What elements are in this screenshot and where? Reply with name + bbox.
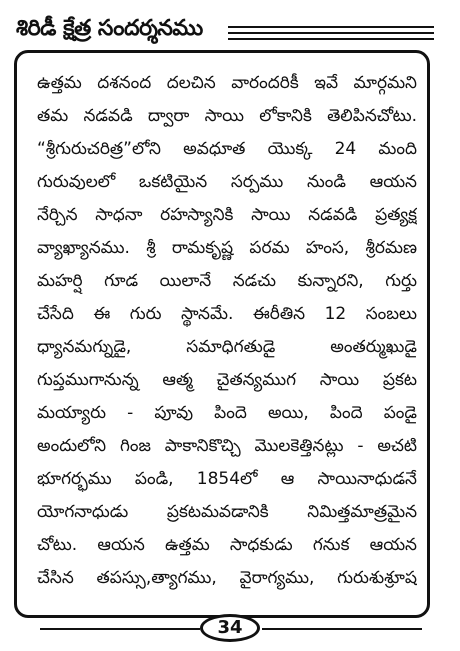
header-rule-middle: [228, 32, 434, 34]
text-line: తమ నడవడి ద్వారా సాయి లోకానికి తెలిపినచోటు.: [37, 106, 417, 126]
header-rule-bottom: [228, 38, 434, 40]
page-header: [14, 14, 434, 50]
text-line: చోటు. ఆయన ఉత్తమ సాధకుడు గనుక ఆయన: [37, 535, 417, 555]
text-line: “శ్రీగురుచరిత్ర”లోని అవధూత యొక్క 24 మంది: [37, 139, 417, 159]
text-line: భూగర్భము పండి, 1854లో ఆ సాయినాధుడనే: [37, 469, 417, 489]
footer-rule-left: [40, 628, 200, 630]
text-line: మయ్యారు - పూవు పిందె అయి, పిందె పండై: [37, 403, 417, 423]
text-line: గుప్తముగానున్న ఆత్మ చైతన్యముగ సాయి ప్రకట: [37, 370, 417, 390]
text-line: చేసిన తపస్సు,త్యాగము, వైరాగ్యము, గురుశుశ్రూష: [37, 568, 417, 588]
body-text: [37, 67, 417, 595]
text-line: ధ్యానమగ్నుడై, సమాధిగతుడై అంతర్ముఖుడై: [37, 337, 417, 357]
text-line: వ్యాఖ్యానము. శ్రీ రామకృష్ణ పరమ హంస, శ్రీరమణ: [37, 238, 417, 258]
header-rule-top: [228, 26, 434, 28]
text-line: యోగనాధుడు ప్రకటమవడానికి నిమిత్తమాత్రమైన: [37, 502, 417, 522]
page-footer: [0, 614, 460, 644]
page-number: 34: [200, 614, 260, 642]
footer-rule-right: [262, 628, 422, 630]
book-title: శిరిడీ క్షేత్ర సందర్శనము: [16, 16, 203, 41]
text-line: మహర్షి గూడ యిలానే నడచు కున్నారని, గుర్తు: [37, 271, 417, 291]
text-line: గురువులలో ఒకటియైన సర్పము నుండి ఆయన: [37, 172, 417, 192]
text-line: ఉత్తమ దశనంద దలచిన వారందరికీ ఇవే మార్గమని: [37, 73, 417, 93]
text-line: నేర్చిన సాధనా రహస్యానికి సాయి నడవడి ప్రత్యక్ష: [37, 205, 417, 225]
text-line: అందులోని గింజ పాకానికొచ్చి మొలకెత్తినట్లు - అచటి: [37, 436, 417, 456]
text-line: చేసేది ఈ గురు స్థానమే. ఈరీతిన 12 సంబలు: [37, 304, 417, 324]
text-frame: [14, 50, 430, 618]
